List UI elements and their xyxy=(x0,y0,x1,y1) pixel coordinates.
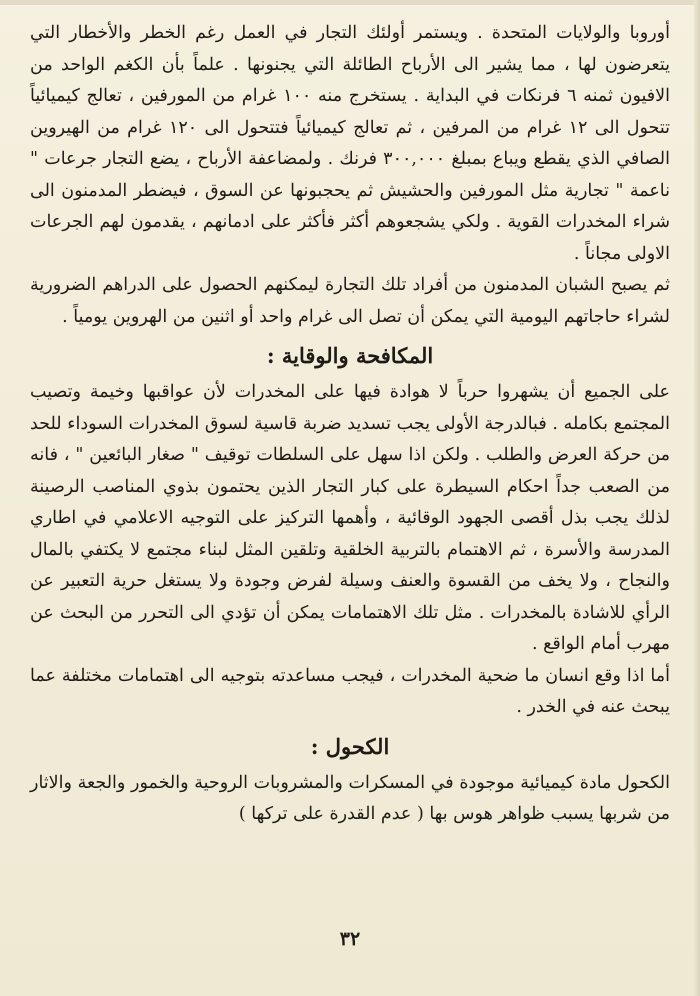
paragraph-prevention-measures: على الجميع أن يشهروا حرباً لا هوادة فيها على المخدرات لأن عواقبها وخيمة وتصيب المجتمع بكامله . فبالدرجة الأولى يجب تسديد ضربة قاسية لسوق المخدرات السوداء للحد من حركة العرض والطلب . ولكن اذا سهل على السلطات توقيف " صغار البائعين " ، فانه من الصعب جداً احكام السيطرة على كبار التجار الذين يحتمون بذوي المناصب الرصينة لذلك يجب بذل أقصى الجهود الوقائية ، وأهمها التركيز على التوجيه الاعلامي في اطاري المدرسة والأسرة ، ثم الاهتمام بالتربية الخلقية وتلقين المثل لبناء مجتمع لا يكتفي بالمال والنجاح ، ولا يخف من القسوة والعنف وسيلة لفرض وجودة ولا يستغل حرية التعبير عن الرأي للاشادة بالمخدرات . مثل تلك الاهتمامات يمكن أن تؤدي الى التحرر من البحث عن مهرب أمام الواقع . xyxy=(30,382,670,654)
heading-combat-prevention: المكافحة والوقاية : xyxy=(266,343,434,368)
paragraph-young-addicts: ثم يصبح الشبان المدمنون من أفراد تلك التجارة ليمكنهم الحصول على الدراهم الضرورية لشراء حاجاتهم اليومية التي يمكن أن تصل الى غرام واحد أو اثنين من الهروين يومياً . xyxy=(30,275,670,327)
page-number: ٣٢ xyxy=(339,928,361,950)
body-text xyxy=(30,18,670,831)
paragraph-drug-trade-profits: أوروبا والولايات المتحدة . ويستمر أولئك التجار في العمل رغم الخطر والأخطار التي يتعرضون لها ، مما يشير الى الأرباح الطائلة التي يجنونها . علماً بأن الكغم الواحد من الافيون ثمنه ٦ فرنكات في البداية . يستخرج منه ١٠٠ غرام من المورفين ، تعالج كيميائياً تتحول الى ١٢ غرام من المرفين ، ثم تعالج كيميائياً فتتحول الى ١٢٠ غرام من الهيروين الصافي الذي يقطع ويباع بمبلغ ٣٠٠,٠٠٠ فرنك . ولمضاعفة الأرباح ، يضع التجار جرعات " ناعمة " تجارية مثل المورفين والحشيش ثم يحجبونها عن السوق ، فيضطر المدمنون الى شراء المخدرات القوية . ولكي يشجعوهم أكثر فأكثر على ادمانهم ، يقدمون لهم الجرعات الاولى مجاناً . xyxy=(30,23,671,264)
heading-alcohol: الكحول : xyxy=(310,733,390,759)
page-top-edge xyxy=(0,0,700,5)
page-right-edge xyxy=(694,0,700,996)
paragraph-victim-help: أما اذا وقع انسان ما ضحية المخدرات ، فيجب مساعدته بتوجيه الى اهتمامات مختلفة عما يبحث عنه في الخدر . xyxy=(30,665,670,717)
paragraph-alcohol: الكحول مادة كيميائية موجودة في المسكرات والمشروبات الروحية والخمور والجعة والاثار من شربها يسبب ظواهر هوس بها ( عدم القدرة على تركها ) xyxy=(30,772,670,824)
